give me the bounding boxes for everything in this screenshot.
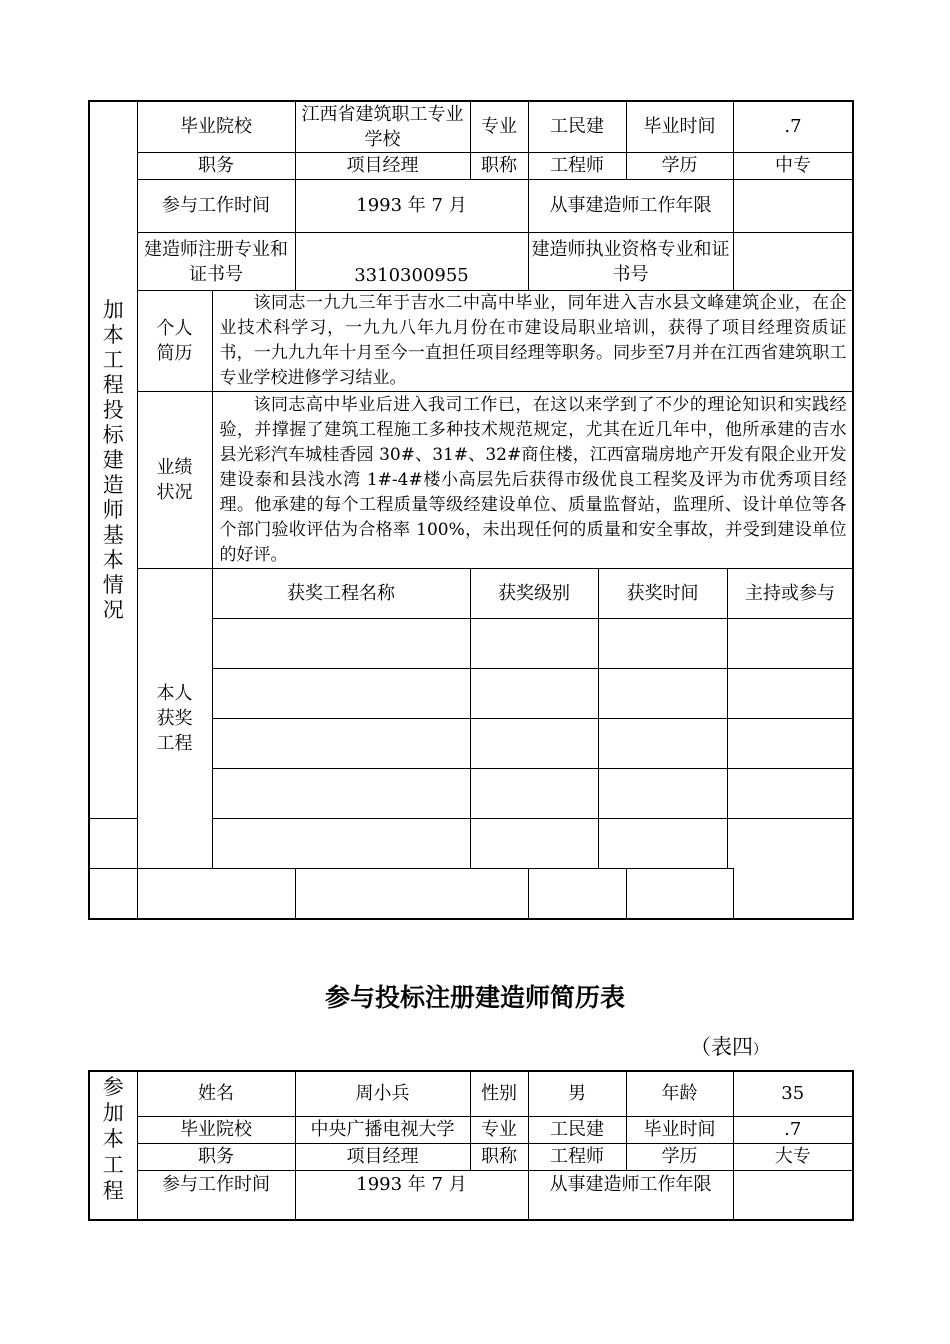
grad-time-value-2: .7 — [733, 1116, 853, 1143]
awards-header-level: 获奖级别 — [470, 569, 598, 619]
work-start-label-2: 参与工作时间 — [137, 1170, 295, 1220]
awards-cell — [295, 869, 528, 919]
awards-header-role: 主持或参与 — [727, 569, 853, 619]
edu-value: 中专 — [733, 153, 853, 180]
age-value: 35 — [733, 1071, 853, 1116]
title-label-2: 职称 — [470, 1143, 528, 1170]
name-value: 周小兵 — [295, 1071, 470, 1116]
side-label-cell — [89, 101, 137, 819]
gender-value: 男 — [528, 1071, 626, 1116]
major-value-2: 工民建 — [528, 1116, 626, 1143]
major-label: 专业 — [470, 101, 528, 153]
resume-label: 个人简历 — [156, 318, 193, 364]
awards-cell — [212, 619, 470, 669]
perf-label-cell — [137, 392, 212, 569]
awards-cell — [212, 769, 470, 819]
grad-time-label-2: 毕业时间 — [626, 1116, 733, 1143]
qual-value — [733, 233, 853, 291]
engineer-info-table — [88, 100, 854, 920]
title-value: 工程师 — [528, 153, 626, 180]
work-start-value: 1993 年 7 月 — [295, 180, 528, 233]
years-label-2: 从事建造师工作年限 — [528, 1170, 733, 1220]
title-value-2: 工程师 — [528, 1143, 626, 1170]
reg-label: 建造师注册专业和证书号 — [137, 233, 295, 291]
edu-label-2: 学历 — [626, 1143, 733, 1170]
table-tag — [690, 1031, 767, 1061]
years-value — [733, 180, 853, 233]
resume-text: 该同志一九九三年于吉水二中高中毕业，同年进入吉水县文峰建筑企业，在企业技术科学习，一九九八年九月份在市建设局职业培训，获得了项目经理资质证书，一九九九年十月至今一直担任项目经理等职务。同步至7月并在江西省建筑职工专业学校进修学习结业。 — [212, 291, 853, 392]
grad-time-label: 毕业时间 — [626, 101, 733, 153]
awards-cell — [598, 819, 727, 869]
side-label-2: 参加本工程 — [102, 1075, 124, 1203]
awards-row — [89, 869, 853, 919]
awards-cell — [598, 669, 727, 719]
table-tag-close: ） — [753, 1042, 767, 1058]
gender-label: 性别 — [470, 1071, 528, 1116]
position-value-2: 项目经理 — [295, 1143, 470, 1170]
awards-cell — [470, 769, 598, 819]
perf-label: 业绩状况 — [156, 457, 193, 503]
awards-cell — [626, 869, 733, 919]
resume-label-cell — [137, 291, 212, 392]
school-value-2: 中央广播电视大学 — [295, 1116, 470, 1143]
reg-value: 3310300955 — [295, 233, 528, 291]
awards-cell — [470, 819, 598, 869]
school-label: 毕业院校 — [137, 101, 295, 153]
perf-text: 该同志高中毕业后进入我司工作已，在这以来学到了不少的理论知识和实践经验，并撑握了建筑工程施工多种技术规范规定，尤其在近几年中，他所承建的吉水县光彩汽车城桂香园 30#、31#、32#商住楼，江西富瑞房地产开发有限企业开发建设泰和县浅水湾 1#-4#楼小高层先后获得市级优良工程奖及评为市优秀项目经理。他承建的每个工程质量等级经建设单位、质量监督站，监理所、设计单位等各个部门验收评估为合格率 100%，未出现任何的质量和安全事故，并受到建设单位的好评。 — [212, 392, 853, 569]
position-value: 项目经理 — [295, 153, 470, 180]
position-label: 职务 — [137, 153, 295, 180]
awards-row — [89, 819, 853, 869]
awards-header-name: 获奖工程名称 — [212, 569, 470, 619]
work-start-value-2: 1993 年 7 月 — [295, 1170, 528, 1220]
table-tag-text: （表四 — [690, 1035, 753, 1059]
awards-cell — [89, 869, 137, 919]
awards-cell — [470, 719, 598, 769]
years-label: 从事建造师工作年限 — [528, 180, 733, 233]
awards-cell — [598, 719, 727, 769]
name-label: 姓名 — [137, 1071, 295, 1116]
awards-cell — [470, 619, 598, 669]
awards-header-time: 获奖时间 — [598, 569, 727, 619]
awards-cell — [727, 769, 853, 819]
awards-cell — [212, 669, 470, 719]
awards-cell — [212, 819, 470, 869]
major-value: 工民建 — [528, 101, 626, 153]
position-label-2: 职务 — [137, 1143, 295, 1170]
awards-label: 本人获奖工程 — [156, 683, 193, 754]
years-value-2 — [733, 1170, 853, 1220]
edu-value-2: 大专 — [733, 1143, 853, 1170]
awards-cell — [137, 869, 295, 919]
age-label: 年龄 — [626, 1071, 733, 1116]
school-label-2: 毕业院校 — [137, 1116, 295, 1143]
major-label-2: 专业 — [470, 1116, 528, 1143]
awards-cell — [89, 819, 212, 869]
awards-cell — [528, 869, 626, 919]
title-label: 职称 — [470, 153, 528, 180]
grad-time-value: .7 — [733, 101, 853, 153]
side-label: 加本工程投标建造师基本情况 — [102, 297, 124, 622]
awards-cell — [470, 669, 598, 719]
edu-label: 学历 — [626, 153, 733, 180]
awards-cell — [727, 619, 853, 669]
awards-cell — [212, 719, 470, 769]
page-title: 参与投标注册建造师简历表 — [324, 983, 625, 1012]
resume-table — [88, 1070, 854, 1221]
awards-cell — [598, 769, 727, 819]
qual-label: 建造师执业资格专业和证书号 — [528, 233, 733, 291]
side-label-cell-2 — [89, 1071, 137, 1220]
awards-cell — [598, 619, 727, 669]
school-value: 江西省建筑职工专业学校 — [295, 101, 470, 153]
awards-cell — [727, 719, 853, 769]
work-start-label: 参与工作时间 — [137, 180, 295, 233]
awards-cell — [727, 669, 853, 719]
